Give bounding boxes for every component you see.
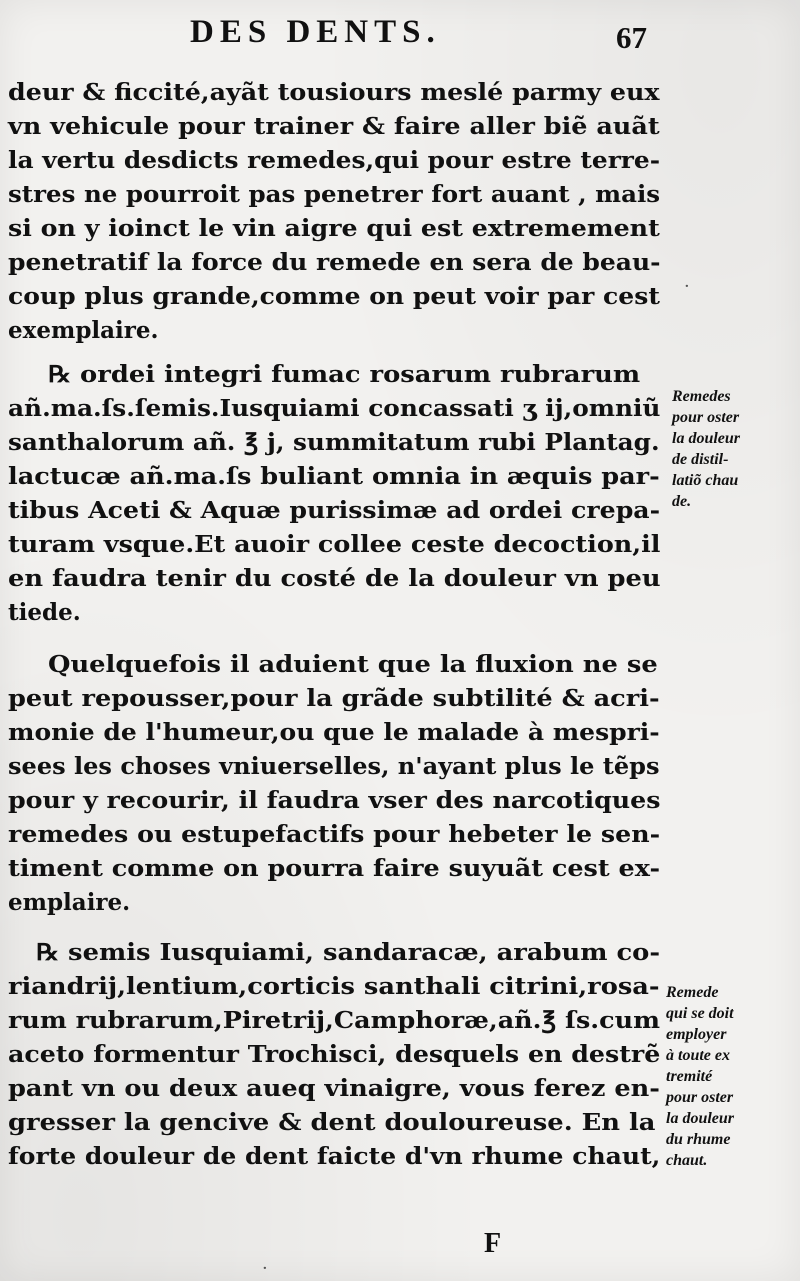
text-line: vn vehicule pour trainer & faire aller biẽ auãt [8, 113, 660, 140]
text-line: santhalorum añ. ℥ j, summitatum rubi Plantag. [8, 429, 660, 456]
text-line: lactucæ añ.ma.ſs buliant omnia in æquis par- [8, 463, 660, 490]
margin-note-line: du rhume [666, 1131, 731, 1148]
margin-note-line: à toute ex [666, 1047, 730, 1064]
margin-note-line: la douleur [666, 1110, 735, 1127]
text-line: riandrij,lentium,corticis santhali citrini,rosa- [8, 973, 660, 1000]
text-line: en faudra tenir du costé de la douleur vn peu [8, 565, 661, 592]
text-line: añ.ma.ſs.ſemis.Iusquiami concassati ʒ ij,omniũ [8, 395, 661, 422]
text-line: gresser la gencive & dent douloureuse. En la [8, 1109, 656, 1136]
text-line: penetratif la force du remede en sera de beau- [8, 249, 661, 276]
text-line: monie de l'humeur,ou que le malade à mespri- [8, 719, 660, 746]
margin-note-line: employer [666, 1026, 727, 1043]
text-line: remedes ou estupefactifs pour hebeter le sen- [8, 821, 661, 848]
margin-note-remedes [672, 386, 740, 512]
text-line: timent comme on pourra faire suyuãt cest ex- [8, 855, 661, 882]
page-number: 67 [616, 20, 647, 55]
margin-note-line: tremité [666, 1068, 713, 1085]
text-line: rum rubrarum,Piretrij,Camphoræ,añ.℥ ſs.cum [8, 1007, 660, 1034]
margin-note-line: Remedes [672, 388, 731, 405]
margin-note-line: de. [672, 493, 692, 510]
margin-note-line: qui se doit [666, 1005, 734, 1022]
text-line: tibus Aceti & Aquæ purissimæ ad ordei crepa- [8, 497, 661, 524]
text-line: stres ne pourroit pas penetrer fort auant , mais [8, 181, 661, 208]
text-line: Quelquefois il aduient que la fluxion ne se [48, 651, 658, 678]
text-line: deur & ficcité,ayãt tousiours meslé parmy eux [8, 79, 660, 106]
margin-note-line: Remede [666, 984, 719, 1001]
margin-note-line: chaut. [666, 1152, 708, 1169]
text-line: ℞ semis Iusquiami, sandaracæ, arabum co- [36, 939, 661, 966]
running-head: DES DENTS. [190, 14, 441, 50]
margin-note-remede [666, 982, 734, 1171]
ink-speck: · [684, 276, 690, 297]
text-line: turam vsque.Et auoir collee ceste decoction,il [8, 531, 661, 558]
margin-note-line: pour oster [672, 409, 740, 426]
text-line: ℞ ordei integri fumac rosarum rubrarum [48, 361, 641, 388]
margin-note-line: la douleur [672, 430, 741, 447]
margin-note-line: pour oster [666, 1089, 734, 1106]
text-line: pant vn ou deux aueq vinaigre, vous ferez en- [8, 1075, 660, 1102]
text-line: sees les choses vniuerselles, n'ayant plus le tẽps [8, 753, 660, 780]
text-line: forte douleur de dent faicte d'vn rhume chaut, [8, 1143, 661, 1170]
text-line: peut repousser,pour la grãde subtilité & acri- [8, 685, 660, 712]
signature-mark: F [484, 1228, 502, 1259]
text-line: tiede. [8, 599, 81, 626]
text-line: si on y ioinct le vin aigre qui est extremement [8, 215, 660, 242]
text-line: pour y recourir, il faudra vser des narcotiques [8, 787, 661, 814]
text-line: exemplaire. [8, 317, 159, 344]
text-line: emplaire. [8, 889, 131, 916]
margin-note-line: latiõ chau [672, 472, 739, 489]
text-line: coup plus grande,comme on peut voir par cest [8, 283, 660, 310]
text-line: aceto formentur Trochisci, desquels en destrẽ [8, 1041, 661, 1068]
ink-speck: · [262, 1258, 268, 1279]
text-line: la vertu desdicts remedes,qui pour estre terre- [8, 147, 661, 174]
margin-note-line: de distil- [672, 451, 729, 468]
